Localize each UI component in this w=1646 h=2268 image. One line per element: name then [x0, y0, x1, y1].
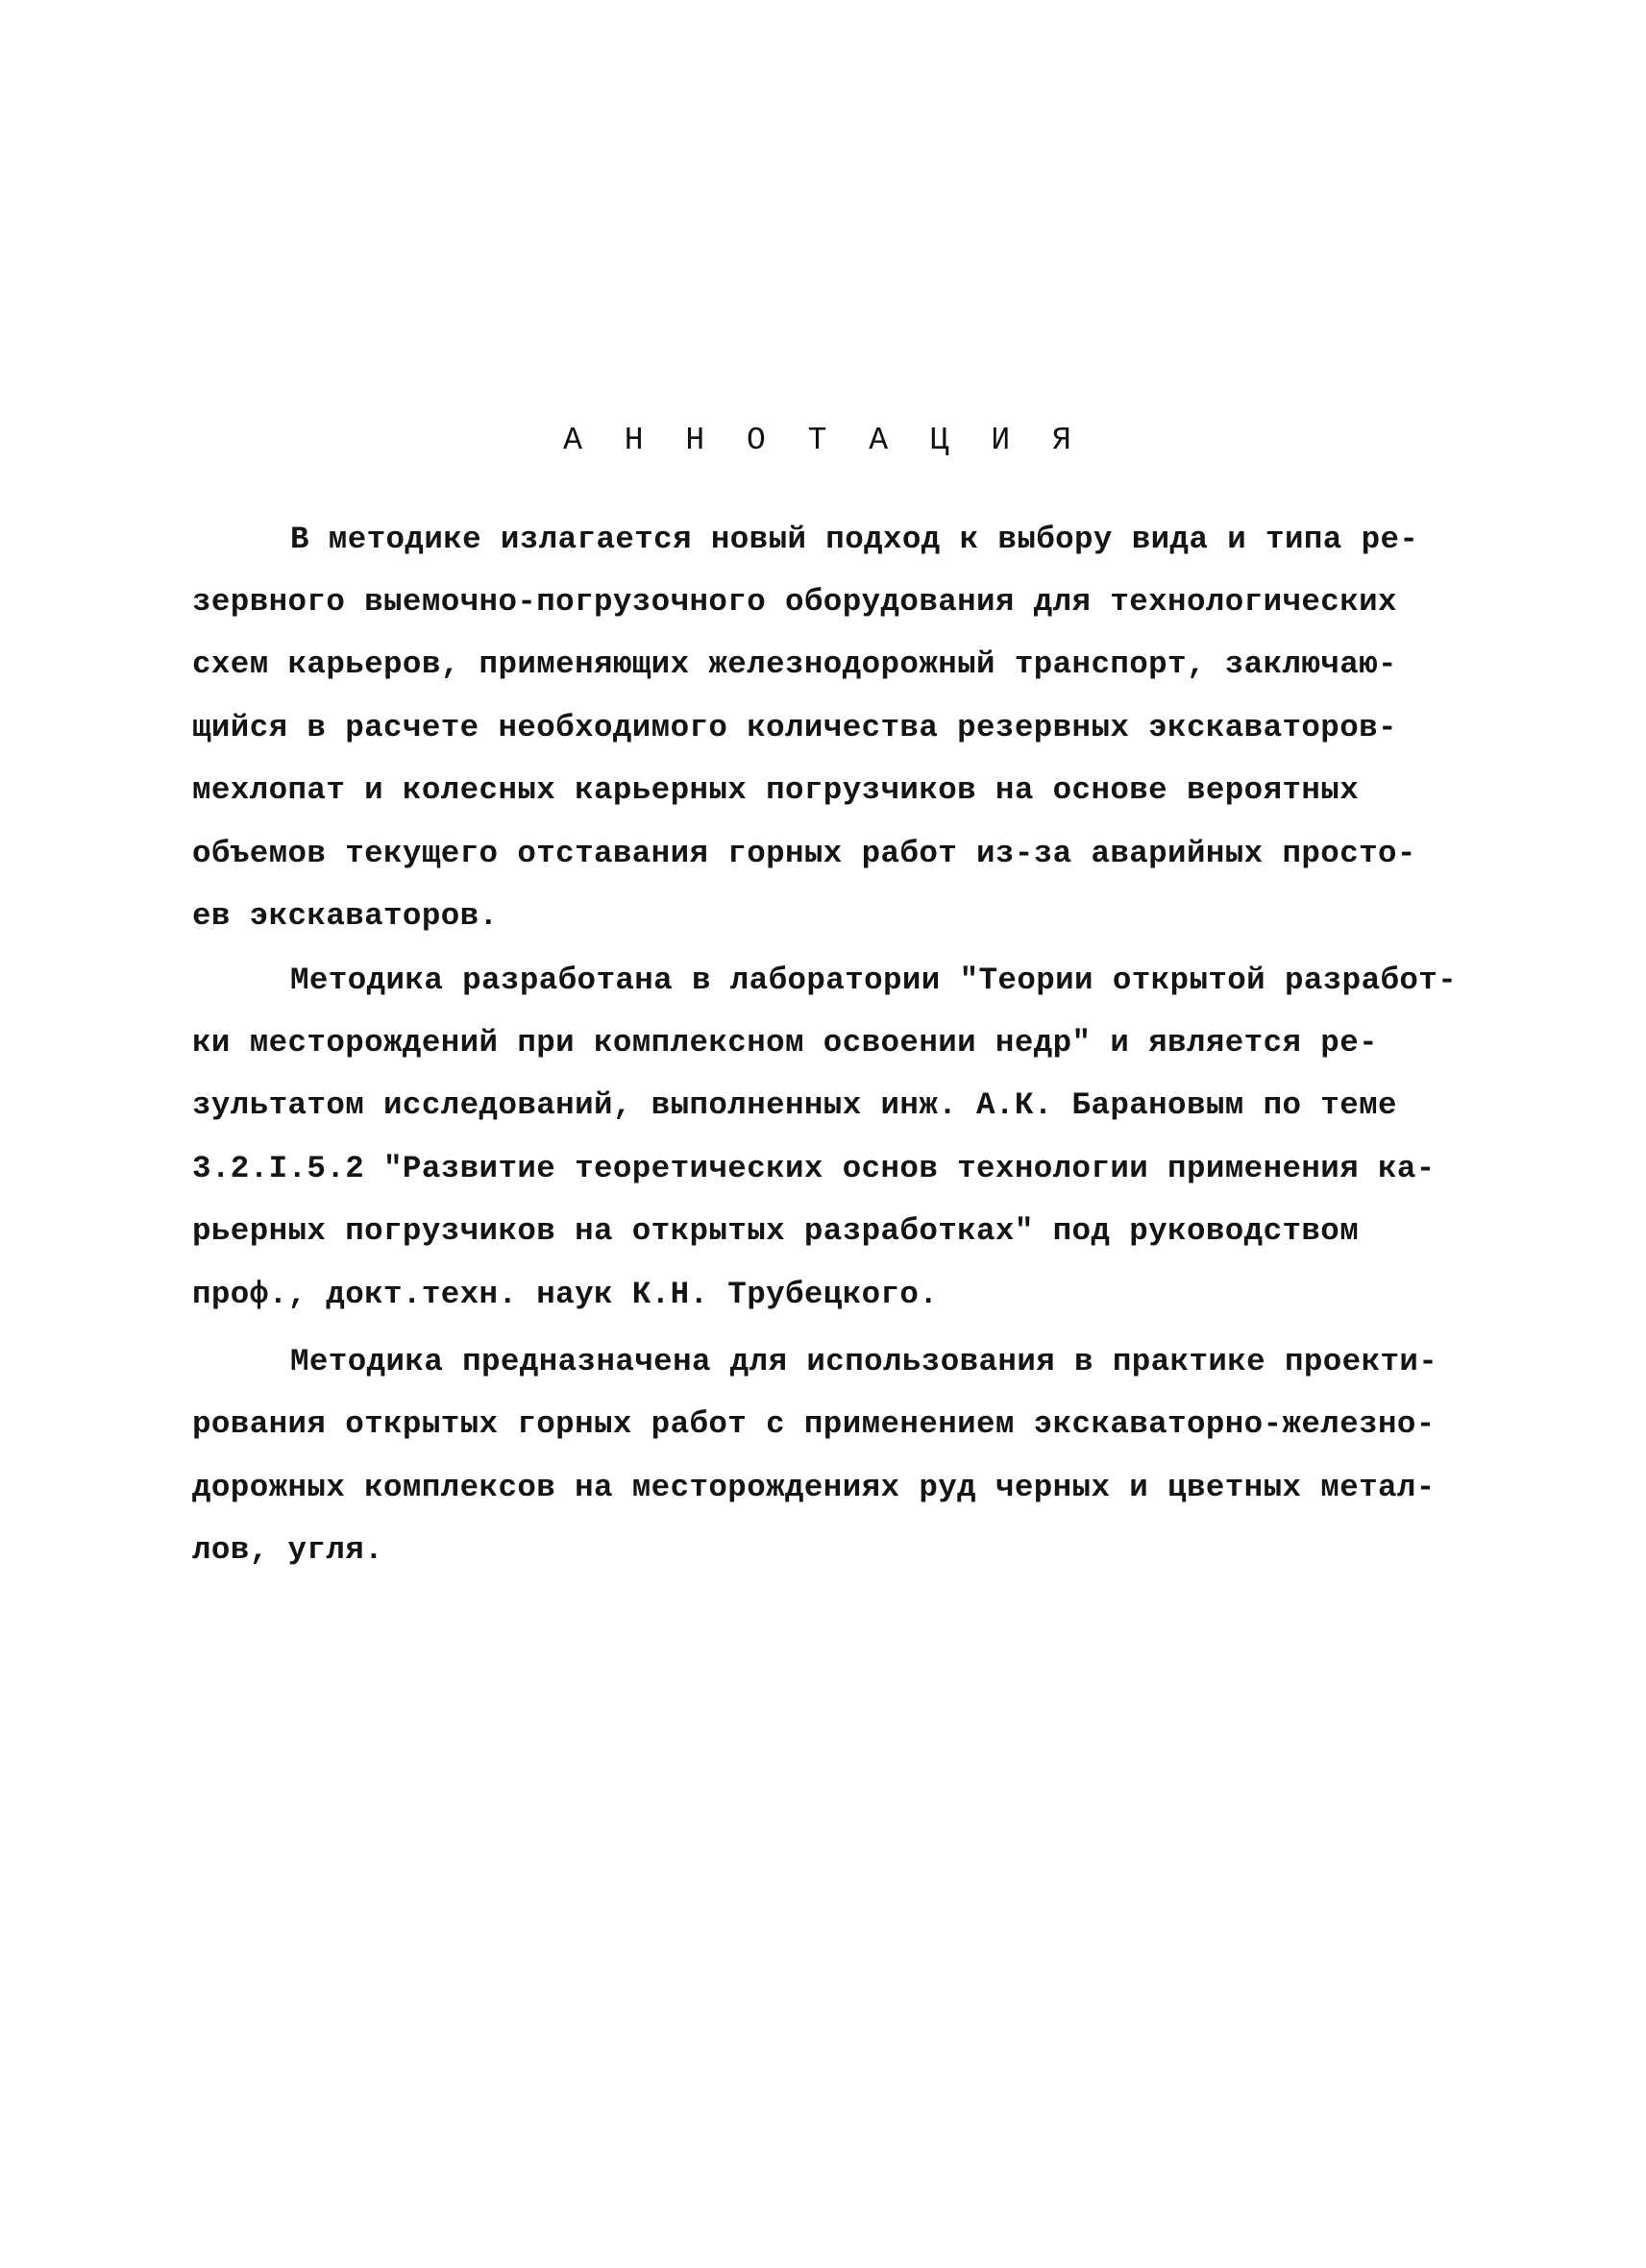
paragraph-1-line-2: зервного выемочно-погрузочного оборудования для технологических — [192, 584, 1397, 620]
paragraph-1-line-6: объемов текущего отставания горных работ из-за аварийных просто- — [192, 836, 1416, 871]
paragraph-2-line-6: проф., докт.техн. наук К.Н. Трубецкого. — [192, 1277, 939, 1312]
paragraph-1-line-3: схем карьеров, применяющих железнодорожный транспорт, заключаю- — [192, 646, 1397, 682]
paragraph-2-line-2: ки месторождений при комплексном освоении недр" и является ре- — [192, 1025, 1378, 1061]
paragraph-3-line-3: дорожных комплексов на месторождениях руд черных и цветных метал- — [192, 1470, 1436, 1505]
paragraph-1-line-1: В методике излагается новый подход к выбору вида и типа ре- — [290, 522, 1419, 557]
paragraph-3-line-2: рования открытых горных работ с применением экскаваторно-железно- — [192, 1406, 1436, 1442]
paragraph-1-line-4: щийся в расчете необходимого количества резервных экскаваторов- — [192, 710, 1397, 745]
page-title: А Н Н О Т А Ц И Я — [563, 423, 1083, 458]
paragraph-3-line-4: лов, угля. — [192, 1532, 384, 1568]
paragraph-2-line-5: рьерных погрузчиков на открытых разработках" под руководством — [192, 1213, 1360, 1249]
paragraph-2-line-4: 3.2.I.5.2 "Развитие теоретических основ технологии применения ка- — [192, 1151, 1436, 1186]
paragraph-2-line-3: зультатом исследований, выполненных инж. А.К. Барановым по теме — [192, 1087, 1397, 1123]
paragraph-1-line-7: ев экскаваторов. — [192, 898, 499, 934]
paragraph-1-line-5: мехлопат и колесных карьерных погрузчиков на основе вероятных — [192, 772, 1360, 808]
paragraph-2-line-1: Методика разработана в лаборатории "Теории открытой разработ- — [290, 963, 1458, 998]
paragraph-3-line-1: Методика предназначена для использования в практике проекти- — [290, 1344, 1438, 1379]
